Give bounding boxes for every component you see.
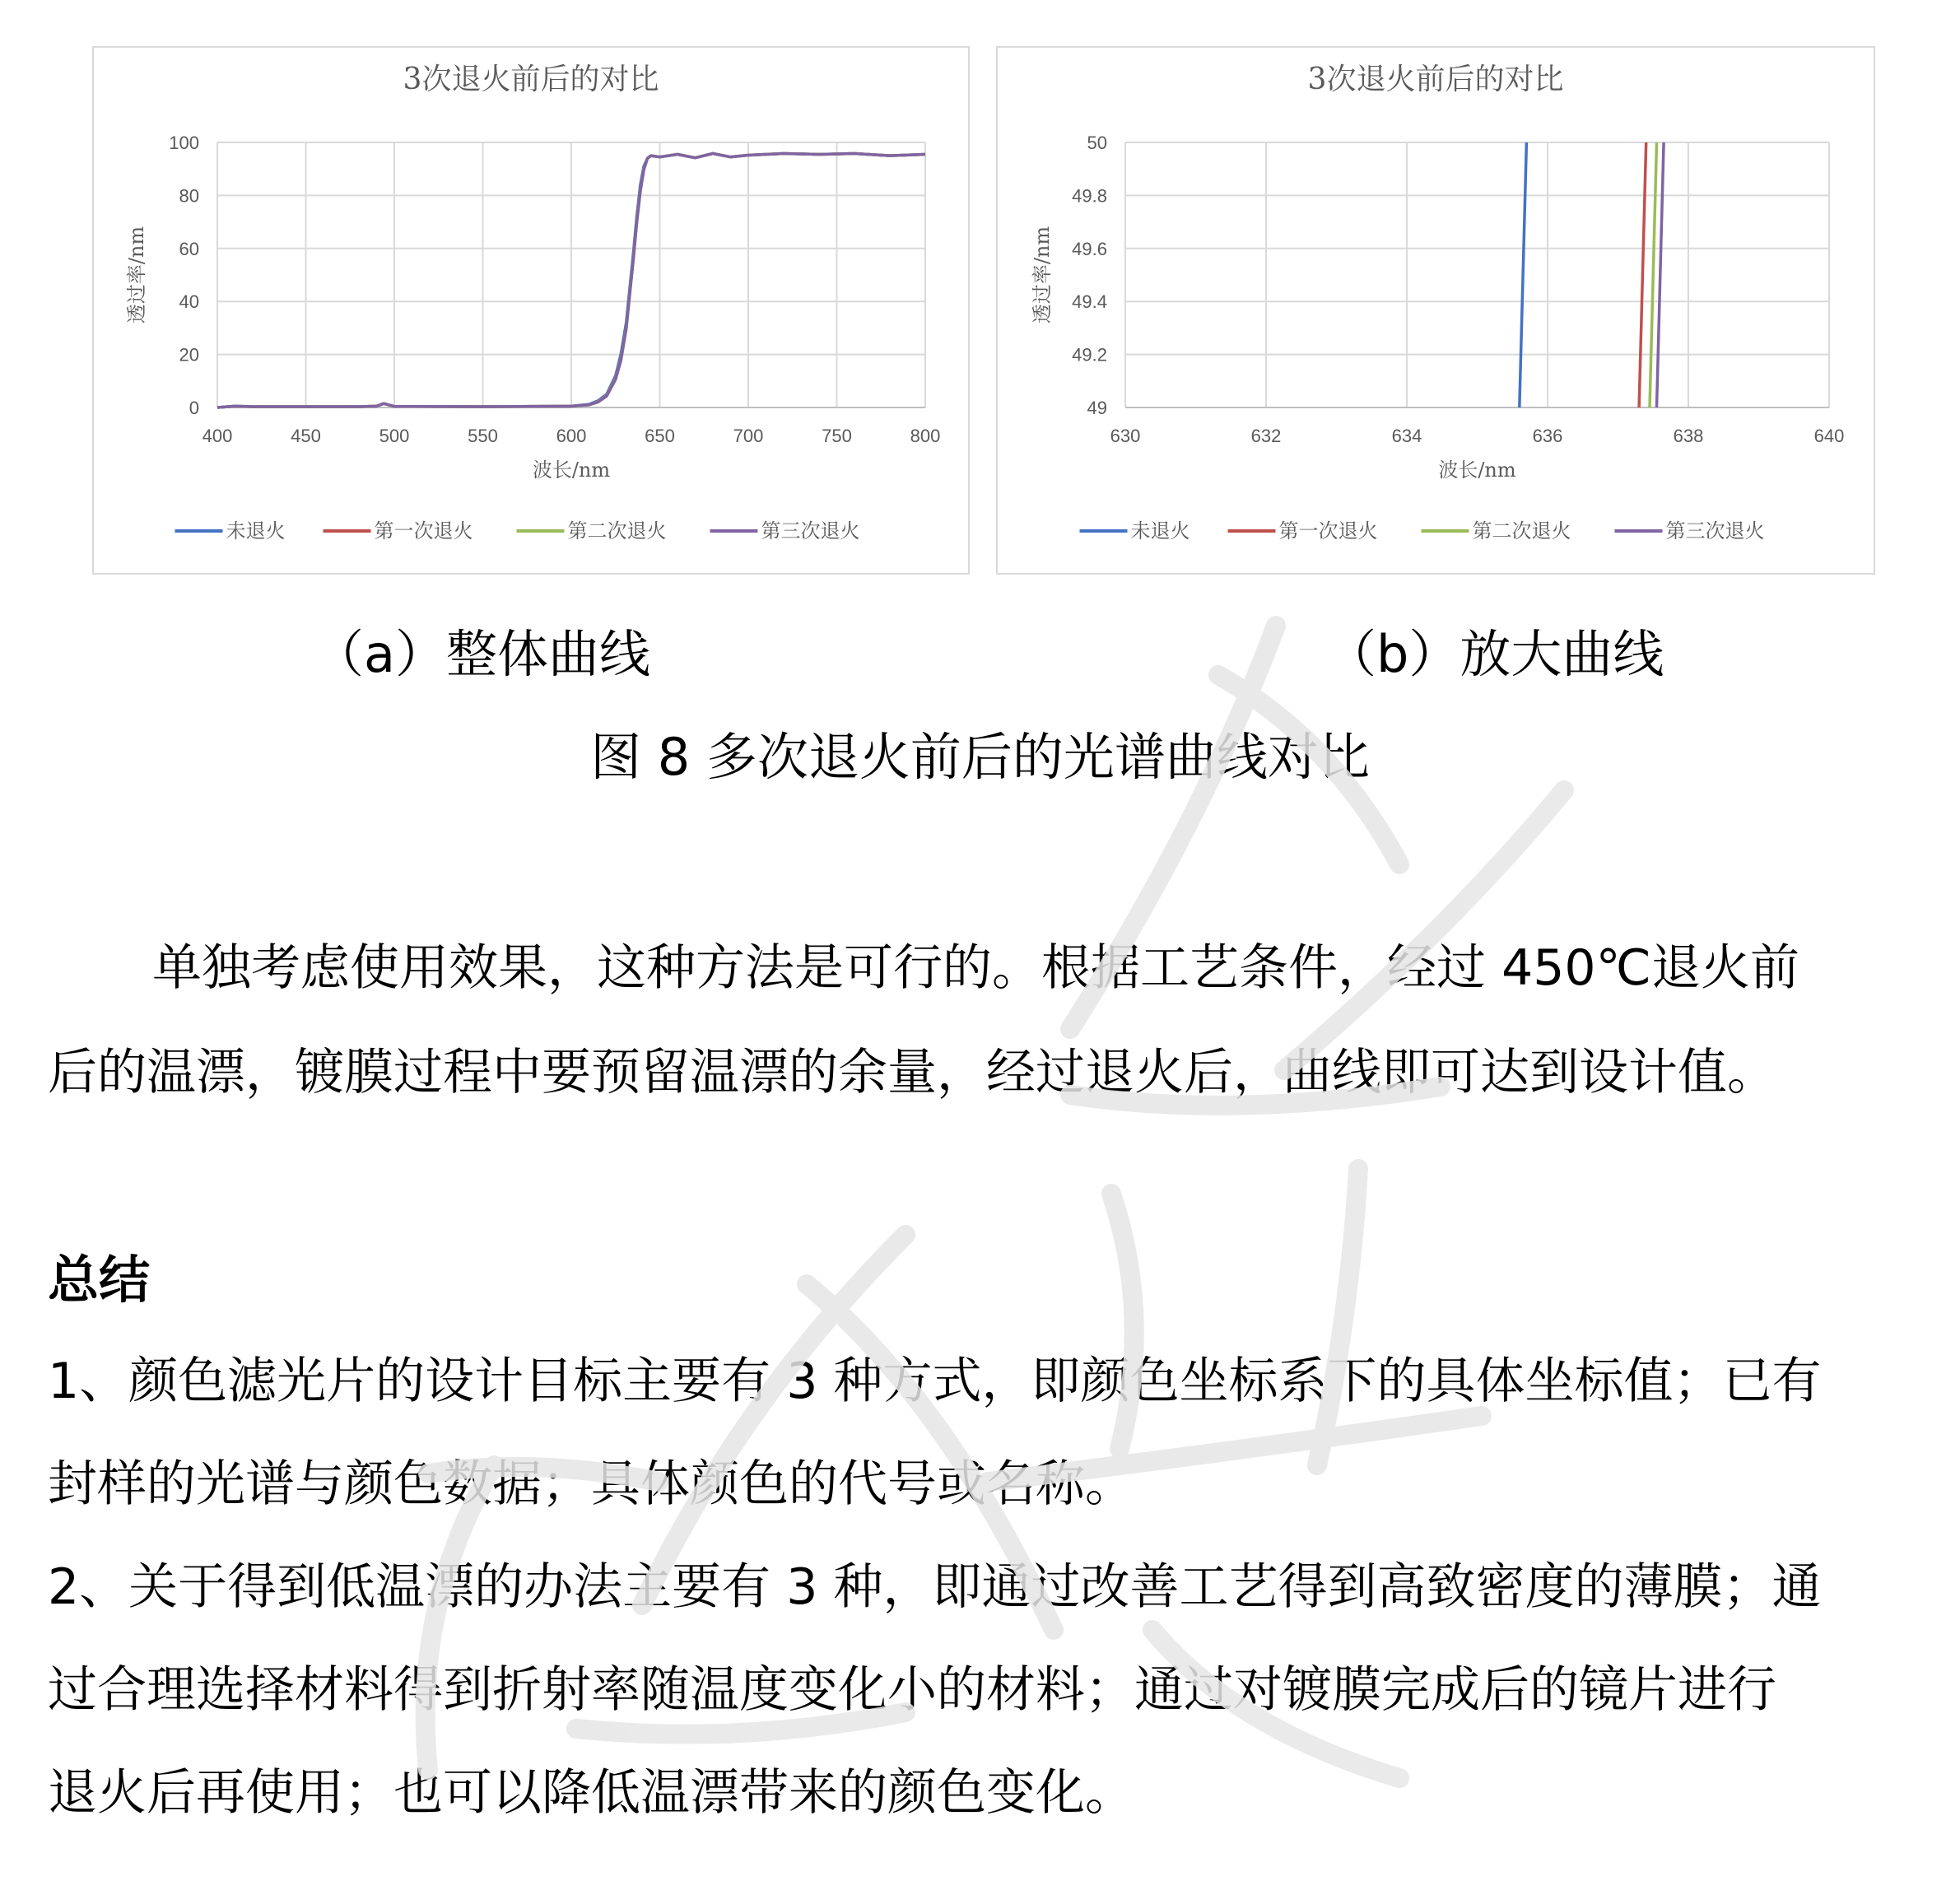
x-axis-title: 波长/nm xyxy=(532,459,611,482)
chart-a-svg xyxy=(94,48,968,573)
y-axis-title: 透过率/nm xyxy=(125,226,148,324)
chart-title: 3次退火前后的对比 xyxy=(403,63,659,96)
x-tick-label: 500 xyxy=(379,426,410,446)
x-tick-label: 800 xyxy=(910,426,941,446)
x-tick-label: 700 xyxy=(733,426,764,446)
item-1-line-2: 封样的光谱与颜色数据；具体颜色的代号或名称。 xyxy=(48,1455,1134,1513)
figure-caption: 图 8 多次退火前后的光谱曲线对比 xyxy=(590,727,1370,787)
item-2-line-1: 2、关于得到低温漂的办法主要有 3 种，即通过改善工艺得到高致密度的薄膜；通 xyxy=(48,1558,1822,1616)
x-tick-label: 636 xyxy=(1532,426,1563,446)
x-tick-label: 750 xyxy=(822,426,852,446)
x-tick-label: 638 xyxy=(1673,426,1704,446)
y-tick-label: 60 xyxy=(179,238,199,259)
y-tick-label: 100 xyxy=(169,133,199,153)
legend-label: 第二次退火 xyxy=(1472,519,1571,542)
section-heading: 总结 xyxy=(48,1250,151,1310)
y-axis-title: 透过率/nm xyxy=(1031,226,1054,324)
series-line xyxy=(1657,142,1664,407)
caption-b: （b）放大曲线 xyxy=(1325,624,1664,684)
y-tick-label: 50 xyxy=(1087,133,1107,153)
y-tick-label: 49.6 xyxy=(1072,238,1107,259)
x-tick-label: 600 xyxy=(556,426,587,446)
series-line xyxy=(1650,142,1657,407)
legend-label: 第一次退火 xyxy=(374,519,473,542)
x-tick-label: 650 xyxy=(645,426,675,446)
series-line xyxy=(1520,142,1527,407)
x-tick-label: 550 xyxy=(468,426,498,446)
x-tick-label: 640 xyxy=(1813,426,1845,446)
y-tick-label: 20 xyxy=(179,344,199,365)
chart-a xyxy=(92,46,970,575)
chart-title: 3次退火前后的对比 xyxy=(1307,63,1564,96)
chart-b-svg xyxy=(998,48,1874,573)
legend-label: 第二次退火 xyxy=(567,519,667,542)
y-tick-label: 49.4 xyxy=(1072,291,1107,313)
legend-label: 第三次退火 xyxy=(761,519,860,542)
paragraph-1-line-2: 后的温漂，镀膜过程中要预留温漂的余量，经过退火后，曲线即可达到设计值。 xyxy=(48,1044,1776,1101)
legend-label: 未退火 xyxy=(226,519,286,542)
legend-label: 未退火 xyxy=(1130,519,1190,542)
x-tick-label: 630 xyxy=(1110,426,1141,446)
y-tick-label: 80 xyxy=(179,185,199,207)
y-tick-label: 49.8 xyxy=(1072,185,1107,207)
x-tick-label: 632 xyxy=(1250,426,1282,446)
y-tick-label: 0 xyxy=(189,398,199,418)
x-tick-label: 450 xyxy=(291,426,321,446)
paragraph-1-line-1: 单独考虑使用效果，这种方法是可行的。根据工艺条件，经过 450℃退火前 xyxy=(152,939,1799,997)
item-2-line-3: 退火后再使用；也可以降低温漂带来的颜色变化。 xyxy=(48,1764,1134,1822)
legend-label: 第三次退火 xyxy=(1665,519,1765,542)
x-axis-title: 波长/nm xyxy=(1438,459,1516,482)
y-tick-label: 40 xyxy=(179,291,199,313)
y-tick-label: 49.2 xyxy=(1072,344,1107,365)
chart-b xyxy=(996,46,1875,575)
series-line xyxy=(1639,142,1646,407)
legend-label: 第一次退火 xyxy=(1278,519,1378,542)
caption-a: （a）整体曲线 xyxy=(313,624,650,684)
x-tick-label: 634 xyxy=(1391,426,1422,446)
item-2-line-2: 过合理选择材料得到折射率随温度变化小的材料；通过对镀膜完成后的镜片进行 xyxy=(48,1661,1776,1719)
y-tick-label: 49 xyxy=(1087,398,1107,418)
item-1-line-1: 1、颜色滤光片的设计目标主要有 3 种方式，即颜色坐标系下的具体坐标值；已有 xyxy=(48,1353,1822,1410)
x-tick-label: 400 xyxy=(202,426,233,446)
